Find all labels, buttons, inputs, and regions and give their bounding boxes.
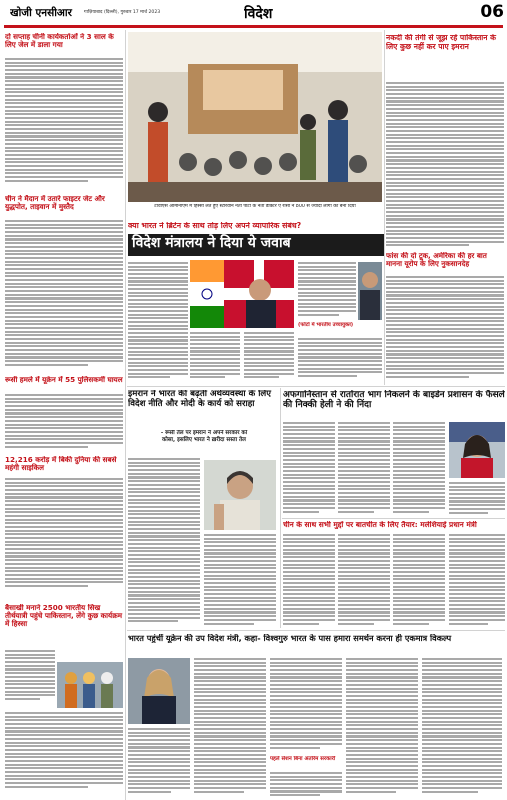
masthead-bar [4, 25, 503, 28]
right-top-headline: नकदी की तंगी से जूझ रहे पाकिस्तान के लिए कुछ नहीं कर पाए इमरान [386, 34, 496, 51]
britain-headline: विदेश मंत्रालय ने दिया ये जवाब [128, 234, 384, 256]
left-article-1-body [5, 58, 123, 192]
imran-subhead: - रूसी तेल पर इमरान ने अपने सरकार को कोसा, इसलिए भारत ने ख़रीदा सस्ता तेल [160, 430, 248, 443]
left-article-5-body-2 [5, 712, 123, 800]
china-body-col1 [283, 534, 335, 628]
bottom-body-col2 [194, 658, 266, 800]
france-body [386, 276, 504, 384]
imran-article [128, 388, 278, 628]
imran-headline: इमरान ने भारत की बढ़ती अर्थव्यवस्था के लिए विदेश नीति और मोदी के कार्य को सराहा [128, 390, 272, 409]
left-article-2-body [5, 220, 123, 375]
left-article-4-body [5, 478, 123, 598]
bottom-body-col3 [270, 658, 342, 754]
china-body-col2 [338, 534, 390, 628]
imran-body-col2 [204, 534, 276, 628]
left-article-2-headline: चीन ने मैदान में उतारे फाइटर जेट और युद्धपोत, ताइवान में मुस्तैद [5, 195, 105, 212]
column-divider [125, 30, 126, 800]
page-number: 06 [480, 2, 504, 22]
right-column-divider [384, 30, 385, 252]
afghan-body-col2 [338, 422, 390, 516]
china-body-col4 [449, 534, 505, 628]
afghan-article [283, 388, 505, 518]
france-divider [384, 250, 385, 385]
left-article-5-body [5, 650, 55, 710]
imran-divider [280, 388, 281, 628]
left-article-4-headline: 12,216 करोड़ में बिकी दुनिया की सबसे महंगी साइकिल [5, 456, 117, 473]
left-article-5-headline: बैसाखी मनाने 2500 भारतीय सिख तीर्थयात्री पहुंचे पाकिस्तान, लेंगे कुछ कार्यक्रम में हिस्सा [5, 604, 123, 629]
afghan-china-divider [282, 518, 505, 519]
britain-body-col4 [298, 262, 356, 320]
china-body-col3 [393, 534, 445, 628]
china-headline: चीन के साथ सभी मुद्दों पर बातचीत के लिए तैयार: मलेशियाई प्रधान मंत्री [283, 521, 477, 529]
britain-body-col1 [128, 262, 188, 382]
masthead-dateline: गाज़ियाबाद (दिल्ली), गुरुवार 17 मार्च 2023 [84, 10, 161, 15]
bottom-headline: भारत पहुंचीं यूक्रेन की उप विदेश मंत्री, कहा- विश्वगुरु भारत के पास हमारा समर्थन करना ही एकमात्र विकल्प [128, 634, 452, 643]
bottom-body-col5 [422, 658, 502, 800]
masthead-logo: खोजी एनसीआर [10, 7, 72, 19]
bottom-body-col4 [346, 658, 418, 800]
bottom-photo-caption: पहले सेशन बिना अंतरिम सरकारी [270, 756, 336, 762]
imran-photo [204, 460, 276, 530]
left-article-1-headline: दो सप्ताह चीनी कार्यकर्ताओं ने 3 साल के लिए जेल में डाला गया [5, 33, 114, 50]
top-center-photo [128, 32, 382, 202]
britain-photo-caption: (फोटो में भारतीय उच्चायुक्त) [298, 322, 354, 328]
left-column [5, 30, 123, 800]
bottom-body-col1 [128, 728, 190, 800]
afghan-body-col3 [393, 422, 445, 516]
bottom-photo [128, 658, 190, 724]
bottom-article [128, 632, 505, 800]
afghan-headline: अफगानिस्तान से रातोंरात भाग निकलने के बाइडेन प्रशासन के फैसले की निक्की हेली ने की निंदा [283, 390, 505, 411]
china-article [283, 520, 505, 628]
france-headline: फांस की दो टूक, अमेरिका की हर बात मानना यूरोप के लिए नुकसानदेह [386, 252, 487, 269]
imran-body-col1 [128, 458, 200, 628]
afghan-photo [449, 422, 505, 478]
bottom-body-col3b [270, 772, 342, 800]
afghan-body-col1 [283, 422, 335, 516]
right-top-body [386, 82, 504, 246]
page-title: विदेश [244, 6, 273, 22]
mid-divider [127, 386, 505, 387]
britain-body-col3 [244, 332, 294, 382]
britain-body-col5 [298, 338, 382, 382]
britain-portrait [358, 262, 382, 320]
britain-photo [190, 260, 294, 328]
right-top-article [386, 30, 504, 248]
left-article-3-headline: रूसी हमले में यूक्रेन में 55 पुलिसकर्मी घायल [5, 376, 123, 384]
bottom-divider [127, 630, 505, 631]
britain-body-col2 [190, 332, 240, 382]
afghan-body-col4 [449, 482, 505, 516]
top-photo-caption: टीवीएस आर्मीनीएम में हिस्सा लेते हुए स्टारवीन नेता पार्टी के नेता डाक्टर ए रीसा ने 800 से ज्यादा लोगों को बना दिया [154, 204, 356, 209]
left-article-3-body [5, 394, 123, 454]
france-article [386, 250, 504, 385]
britain-kicker: क्या भारत ने ब्रिटेन के साथ तोड़ लिए अपने व्यापारिक संबंध? [128, 222, 302, 230]
left-article-5-photo [57, 662, 123, 708]
